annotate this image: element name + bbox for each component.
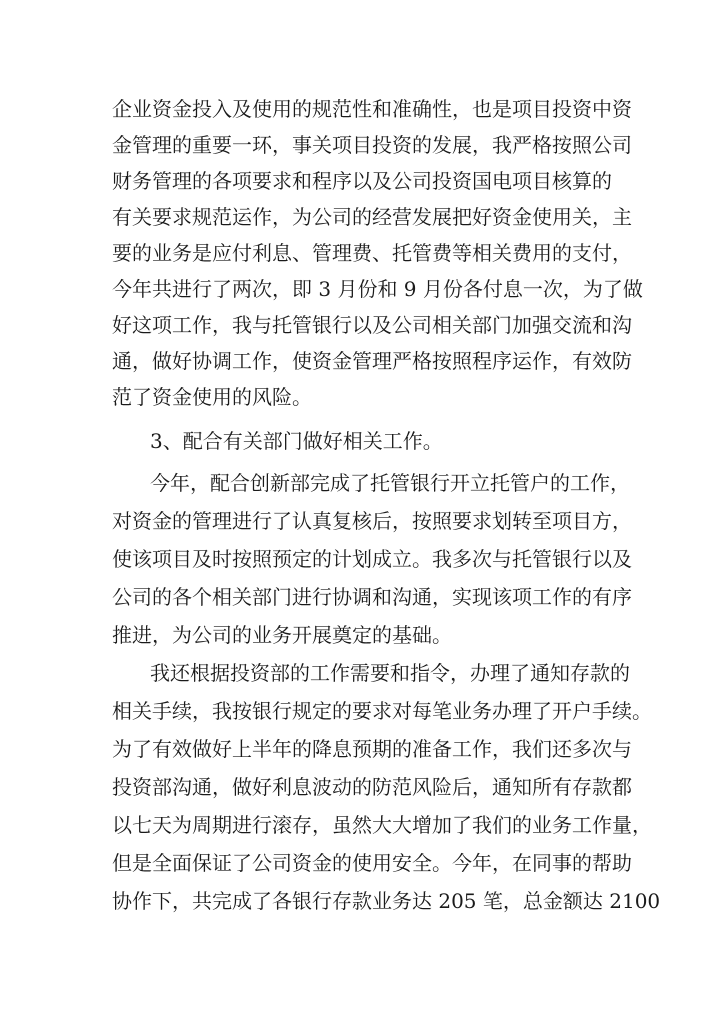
text-line: 以七天为周期进行滚存，虽然大大增加了我们的业务工作量， — [112, 813, 652, 837]
text-line: 协作下，共完成了各银行存款业务达 205 笔，总金额达 2100 — [112, 889, 661, 913]
text-line: 但是全面保证了公司资金的使用安全。今年，在同事的帮助 — [112, 851, 632, 875]
paragraph-first-line: 我还根据投资部的工作需要和指令，办理了通知存款的 — [150, 661, 630, 685]
text-line: 对资金的管理进行了认真复核后，按照要求划转至项目方， — [112, 509, 632, 533]
text-line: 今年共进行了两次，即 3 月份和 9 月份各付息一次，为了做 — [112, 277, 643, 301]
section-heading: 3、配合有关部门做好相关工作。 — [150, 429, 443, 453]
text-line: 相关手续，我按银行规定的要求对每笔业务办理了开户手续。 — [112, 699, 652, 723]
paragraph-first-line: 今年，配合创新部完成了托管银行开立托管户的工作， — [150, 471, 630, 495]
text-line: 金管理的重要一环，事关项目投资的发展，我严格按照公司 — [112, 133, 632, 157]
text-line: 为了有效做好上半年的降息预期的准备工作，我们还多次与 — [112, 737, 632, 761]
text-line: 通，做好协调工作，使资金管理严格按照程序运作，有效防 — [112, 349, 632, 373]
text-line: 投资部沟通，做好利息波动的防范风险后，通知所有存款都 — [112, 775, 632, 799]
text-line: 有关要求规范运作，为公司的经营发展把好资金使用关，主 — [112, 205, 632, 229]
text-line: 好这项工作，我与托管银行以及公司相关部门加强交流和沟 — [112, 313, 632, 337]
text-line: 推进，为公司的业务开展奠定的基础。 — [112, 623, 452, 647]
text-line: 企业资金投入及使用的规范性和准确性，也是项目投资中资 — [112, 97, 632, 121]
text-line: 范了资金使用的风险。 — [112, 385, 312, 409]
text-line: 财务管理的各项要求和程序以及公司投资国电项目核算的 — [112, 169, 612, 193]
text-line: 使该项目及时按照预定的计划成立。我多次与托管银行以及 — [112, 547, 632, 571]
text-line: 要的业务是应付利息、管理费、托管费等相关费用的支付， — [112, 241, 632, 265]
text-line: 公司的各个相关部门进行协调和沟通，实现该项工作的有序 — [112, 585, 632, 609]
